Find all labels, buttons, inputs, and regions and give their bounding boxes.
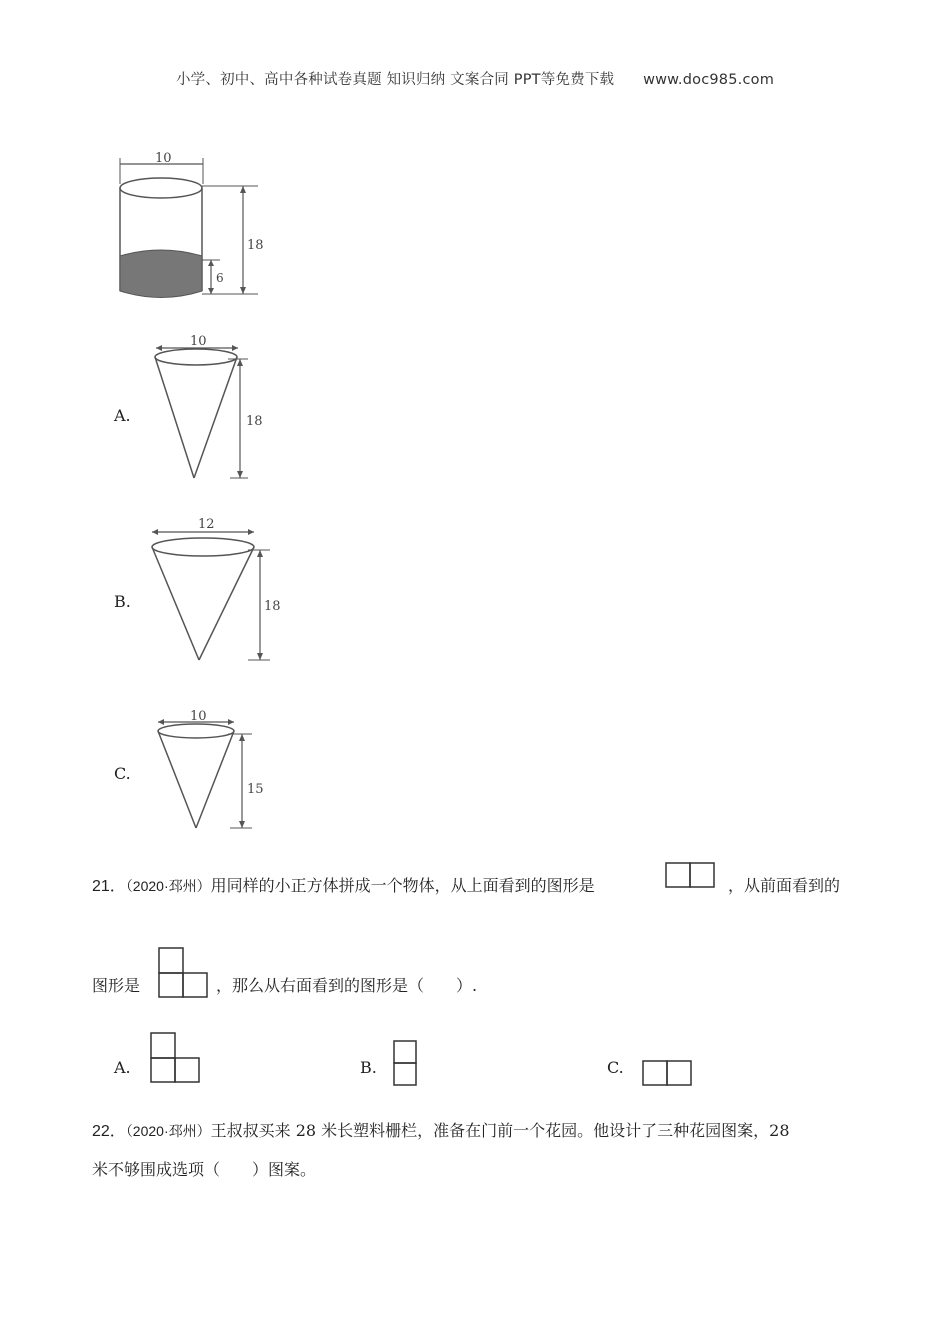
- q21-option-a-figure[interactable]: [150, 1032, 202, 1088]
- question-21-source: （2020·邳州）: [125, 878, 211, 894]
- option-a-label[interactable]: A.: [114, 406, 131, 425]
- front-view-figure: [158, 947, 210, 1003]
- page-header: [0, 68, 950, 89]
- question-21-line1: [92, 873, 595, 896]
- cone-option-b[interactable]: [144, 512, 284, 667]
- question-21-text-part4: ，那么从右面看到的图形是（ ）.: [216, 976, 478, 995]
- water-height-label: 6: [216, 271, 224, 285]
- top-view-figure: [665, 862, 717, 892]
- question-22-text-line2: 米不够围成选项（ ）图案。: [92, 1160, 317, 1179]
- q21-option-c-figure[interactable]: [642, 1060, 694, 1090]
- q21-option-b-figure[interactable]: [393, 1040, 419, 1092]
- cone-option-a[interactable]: [148, 330, 278, 482]
- question-21-text-part2: ，从前面看到的: [728, 876, 841, 895]
- cone-a-height-label: 18: [246, 414, 263, 429]
- option-c-label[interactable]: C.: [114, 764, 131, 783]
- question-21-text-part1: 用同样的小正方体拼成一个物体，从上面看到的图形是: [210, 876, 595, 895]
- question-22-source: （2020·邳州）: [125, 1123, 211, 1139]
- q21-option-b-label[interactable]: B.: [360, 1058, 377, 1077]
- q21-option-c-label[interactable]: C.: [607, 1058, 624, 1077]
- cone-c-top-label: 10: [190, 709, 207, 724]
- question-22-line1: [92, 1118, 790, 1141]
- cone-b-top-label: 12: [198, 517, 215, 532]
- cone-b-height-label: 18: [264, 599, 281, 614]
- q21-option-a-label[interactable]: A.: [114, 1058, 131, 1077]
- header-text: 小学、初中、高中各种试卷真题 知识归纳 文案合同 PPT等免费下载: [175, 72, 615, 88]
- cone-a-top-label: 10: [190, 334, 207, 349]
- cylinder-diameter-label: 10: [155, 151, 172, 166]
- cone-c-height-label: 15: [247, 782, 264, 797]
- cylinder-height-label: 18: [247, 238, 264, 253]
- cylinder-figure: [108, 148, 278, 303]
- cone-option-c[interactable]: [148, 706, 278, 836]
- option-b-label[interactable]: B.: [114, 592, 131, 611]
- question-22-number: 22．: [92, 1123, 126, 1140]
- question-21-text-part3: 图形是: [92, 976, 141, 995]
- question-21-number: 21．: [92, 878, 126, 895]
- header-site-link[interactable]: www.doc985.com: [643, 72, 775, 88]
- question-22-text-line1: 王叔叔买来 28 米长塑料栅栏，准备在门前一个花园。他设计了三种花园图案，28: [210, 1121, 790, 1140]
